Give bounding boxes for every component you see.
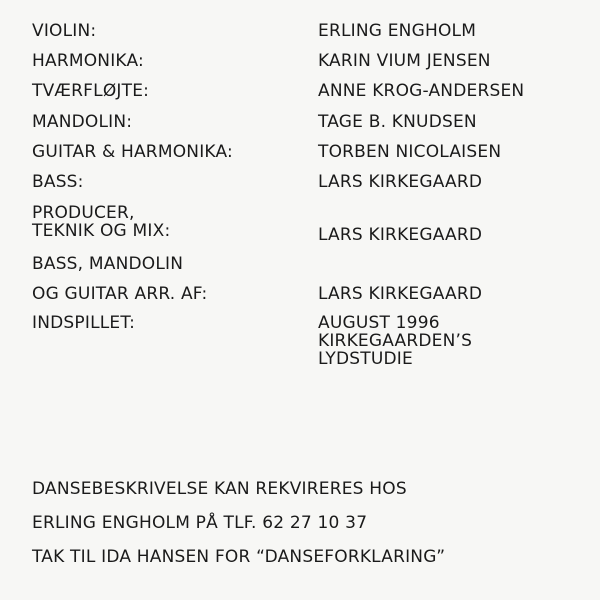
credit-name: ERLING ENGHOLM bbox=[318, 21, 477, 41]
credit-role: VIOLIN: bbox=[32, 21, 97, 41]
credit-row-guitar-arrangement bbox=[32, 285, 572, 303]
credit-role: TVÆRFLØJTE: bbox=[32, 81, 150, 101]
credit-name: LARS KIRKEGAARD bbox=[318, 284, 483, 304]
credit-row-mandolin bbox=[32, 113, 572, 131]
credit-row-violin bbox=[32, 22, 572, 40]
credit-row-producer bbox=[32, 204, 572, 244]
credit-name: AUGUST 1996 KIRKEGAARDEN’S LYDSTUDIE bbox=[318, 313, 473, 369]
credit-name: LARS KIRKEGAARD bbox=[318, 172, 483, 192]
credit-name: TORBEN NICOLAISEN bbox=[318, 142, 502, 162]
credit-row-bass bbox=[32, 173, 572, 191]
credit-role: BASS, MANDOLIN bbox=[32, 254, 184, 274]
credit-row-tvaerfloejte bbox=[32, 82, 572, 100]
note-line: ERLING ENGHOLM PÅ TLF. 62 27 10 37 bbox=[32, 513, 368, 533]
credit-role: HARMONIKA: bbox=[32, 51, 144, 71]
note-line: TAK TIL IDA HANSEN FOR “DANSEFORKLARING” bbox=[32, 547, 446, 567]
credit-name: KARIN VIUM JENSEN bbox=[318, 51, 491, 71]
credit-role: MANDOLIN: bbox=[32, 112, 133, 132]
credit-role: BASS: bbox=[32, 172, 84, 192]
credit-name: TAGE B. KNUDSEN bbox=[318, 112, 477, 132]
credit-role: GUITAR & HARMONIKA: bbox=[32, 142, 233, 162]
credit-row-bass-mandolin bbox=[32, 255, 572, 273]
credit-row-guitar-harmonika bbox=[32, 143, 572, 161]
credit-role: INDSPILLET: bbox=[32, 313, 136, 333]
credits-list bbox=[32, 22, 572, 368]
credit-row-indspillet bbox=[32, 314, 572, 368]
credit-name: ANNE KROG-ANDERSEN bbox=[318, 81, 525, 101]
credit-role: PRODUCER, TEKNIK OG MIX: bbox=[32, 203, 171, 241]
credit-role: OG GUITAR ARR. AF: bbox=[32, 284, 208, 304]
credit-row-harmonika bbox=[32, 52, 572, 70]
credit-name: LARS KIRKEGAARD bbox=[318, 225, 483, 245]
notes-block bbox=[32, 480, 582, 582]
note-line: DANSEBESKRIVELSE KAN REKVIRERES HOS bbox=[32, 479, 407, 499]
